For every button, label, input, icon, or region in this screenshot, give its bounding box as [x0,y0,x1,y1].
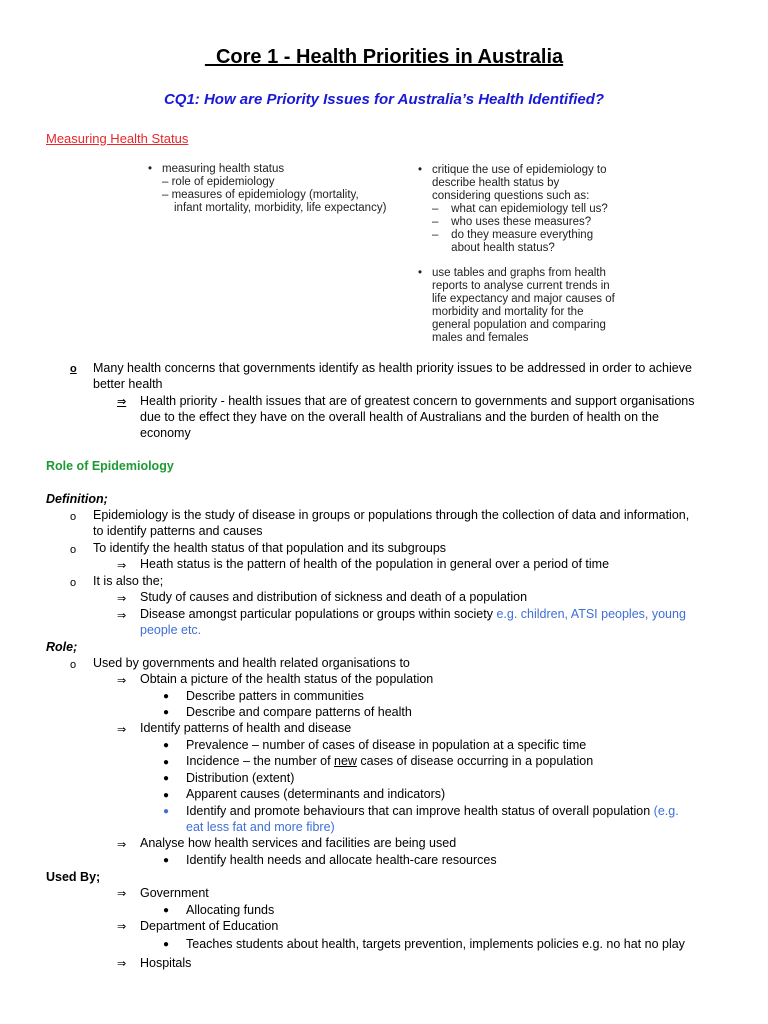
circle-bullet-icon: o [70,577,77,589]
bullet-icon: ● [163,757,170,768]
bullet-icon: ● [163,707,170,718]
syllabus-item: considering questions such as: [432,190,590,202]
definition-text: Health priority - health issues that are of greatest concern to governments and support organisations [140,394,695,408]
list-subitem: Disease amongst particular populations or groups within society e.g. children, ATSI peoples, young [140,607,686,621]
syllabus-item: measuring health status [162,163,285,175]
syllabus-item: males and females [432,332,529,344]
syllabus-subitem: – who uses these measures? [432,216,592,228]
list-subitem: Analyse how health services and facilities are being used [140,836,457,850]
arrow-icon: ⇒ [117,610,127,622]
list-subsubitem: Describe patters in communities [186,689,364,703]
syllabus-item: general population and comparing [432,319,606,331]
syllabus-excerpt [140,160,640,350]
list-item: To identify the health status of that population and its subgroups [93,541,447,555]
list-subsubitem: Identify and promote behaviours that can improve health status of overall population (e.g. [186,804,679,818]
syllabus-subitem: about health status? [432,242,555,254]
role-heading: Role; [46,640,78,654]
list-subsubitem: Prevalence – number of cases of disease in population at a specific time [186,738,587,752]
page-title: Core 1 - Health Priorities in Australia [204,46,564,68]
section-heading-epidemiology: Role of Epidemiology [46,459,174,473]
syllabus-subitem: – measures of epidemiology (mortality, [162,189,359,201]
usedby-heading: Used By; [46,870,101,884]
definition-heading: Definition; [46,492,108,506]
intro-text: better health [93,377,163,391]
list-subitem: Department of Education [140,919,279,933]
list-subsubitem: Identify health needs and allocate health-care resources [186,853,497,867]
list-item: Epidemiology is the study of disease in groups or populations through the collection of data and information, [93,508,690,522]
list-subitem-continuation: people etc. [140,623,202,637]
syllabus-subitem: infant mortality, morbidity, life expectancy) [174,202,387,214]
syllabus-item: use tables and graphs from health [432,267,606,279]
list-subsubitem: Teaches students about health, targets prevention, implements policies e.g. no hat no play [186,937,685,951]
arrow-icon: ⇒ [117,560,127,572]
bullet-icon: ● [163,806,170,817]
list-subsubitem: Allocating funds [186,903,275,917]
list-subitem: Hospitals [140,956,192,970]
list-subitem: Identify patterns of health and disease [140,721,352,735]
intro-text: Many health concerns that governments identify as health priority issues to be addressed in order to achieve [93,361,692,375]
list-item: to identify patterns and causes [93,524,263,538]
arrow-icon: ⇒ [117,958,127,970]
bullet-icon: ● [163,939,170,950]
syllabus-item: critique the use of epidemiology to [432,164,607,176]
arrow-icon: ⇒ [117,921,127,933]
syllabus-item: describe health status by [432,177,560,189]
circle-bullet-icon: o [70,544,77,556]
circle-bullet-icon: o [70,511,77,523]
list-item: Used by governments and health related organisations to [93,656,410,670]
definition-text: due to the effect they have on the overall health of Australians and the burden of health on the [140,410,659,424]
list-subsubitem: Describe and compare patterns of health [186,705,412,719]
list-subsubitem: Apparent causes (determinants and indicators) [186,787,446,801]
arrow-icon: ⇒ [117,724,127,736]
bullet-icon: ● [163,691,170,702]
arrow-icon: ⇒ [117,593,127,605]
bullet-icon: ● [163,773,170,784]
list-subitem: Obtain a picture of the health status of the population [140,672,434,686]
syllabus-item: life expectancy and major causes of [432,293,615,305]
definition-text: economy [140,426,191,440]
page-subtitle: CQ1: How are Priority Issues for Australia’s Health Identified? [163,91,605,108]
bullet-icon: • [148,163,153,175]
bullet-icon: • [418,164,423,176]
bullet-icon: ● [163,855,170,866]
syllabus-item: reports to analyse current trends in [432,280,610,292]
list-subsubitem: Incidence – the number of new cases of disease occurring in a population [186,754,594,768]
list-subitem: Study of causes and distribution of sickness and death of a population [140,590,528,604]
bullet-icon: • [418,267,423,279]
arrow-icon: ⇒ [117,675,127,687]
list-subsubitem: Distribution (extent) [186,771,295,785]
list-subitem: Government [140,886,209,900]
arrow-icon: ⇒ [117,396,127,408]
syllabus-item: morbidity and mortality for the [432,306,584,318]
syllabus-subitem: – do they measure everything [432,229,594,241]
section-heading-measuring: Measuring Health Status [46,131,189,146]
arrow-icon: ⇒ [117,839,127,851]
list-subsubitem-continuation: eat less fat and more fibre) [186,820,335,834]
circle-bullet-icon: o [70,363,77,375]
bullet-icon: ● [163,790,170,801]
list-item: It is also the; [93,574,164,588]
syllabus-subitem: – role of epidemiology [162,176,275,188]
bullet-icon: ● [163,905,170,916]
bullet-icon: ● [163,740,170,751]
circle-bullet-icon: o [70,659,77,671]
syllabus-subitem: – what can epidemiology tell us? [432,203,608,215]
arrow-icon: ⇒ [117,888,127,900]
list-subitem: Heath status is the pattern of health of the population in general over a period of time [140,557,610,571]
